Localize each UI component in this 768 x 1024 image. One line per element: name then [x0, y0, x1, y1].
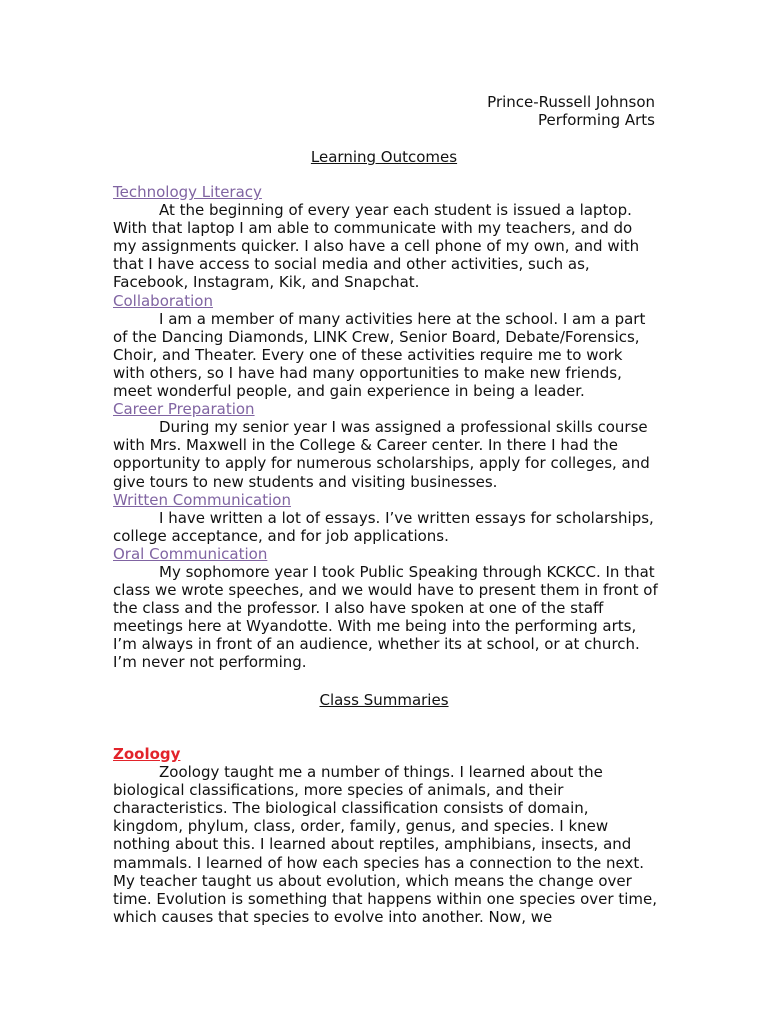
summary-text-zoology: Zoology taught me a number of things. I learned about the biological classifications, more species of animals, and their characteristics. The biological classification consists of domain, kingdom, phylum, class, order, family, genus, and species. I knew nothing about this. I learned about reptiles, amphibians, insects, and mammals. I learned of how each species has a connection to the next. My teacher taught us about evolution, which means the change over time. Evolution is something that happens within one species over time, which causes that species to evolve into another. Now, we [113, 763, 657, 926]
outcome-heading-career-preparation: Career Preparation [113, 400, 255, 419]
author-header [487, 93, 655, 129]
outcome-heading-technology-literacy: Technology Literacy [113, 183, 262, 201]
outcome-heading-written-communication: Written Communication [113, 490, 291, 509]
outcome-text-written-communication: I have written a lot of essays. I’ve written essays for scholarships, college acceptance, and for job applications. [113, 508, 654, 545]
outcome-heading-oral-communication: Oral Communication [113, 544, 268, 563]
outcome-heading-collaboration: Collaboration [113, 291, 213, 310]
outcome-text-collaboration: I am a member of many activities here at the school. I am a part of the Dancing Diamonds, LINK Crew, Senior Board, Debate/Forensics, Choir, and Theater. Every one of these activities require me to work with others, so I have had many opportunities to make new friends, meet wonderful people, and gain experience in being a leader. [113, 309, 646, 401]
outcome-text-oral-communication: My sophomore year I took Public Speaking through KCKCC. In that class we wrote speeches, and we would have to present them in front of the class and the professor. I also have spoken at one of the staff meetings here at Wyandotte. With me being into the performing arts, I’m always in front of an audience, whether its at school, or at church. I’m never not performing. [113, 562, 658, 672]
author-name: Prince-Russell Johnson [487, 93, 655, 111]
class-summaries-body [113, 745, 658, 926]
summary-heading-zoology: Zoology [113, 745, 181, 763]
program-name: Performing Arts [538, 111, 655, 129]
outcome-text-technology-literacy: At the beginning of every year each student is issued a laptop. With that laptop I am able to communicate with my teachers, and do my assignments quicker. I also have a cell phone of my own, and with that I have access to social media and other activities, such as, Facebook, Instagram, Kik, and Snapchat. [113, 201, 640, 292]
outcome-text-career-preparation: During my senior year I was assigned a professional skills course with Mrs. Maxwell in the College & Career center. In there I had the opportunity to apply for numerous scholarships, apply for colleges, and give tours to new students and visiting businesses. [113, 418, 650, 491]
class-summaries-title: Class Summaries [319, 691, 449, 709]
learning-outcomes-body [113, 183, 658, 672]
learning-outcomes-title: Learning Outcomes [310, 148, 458, 166]
